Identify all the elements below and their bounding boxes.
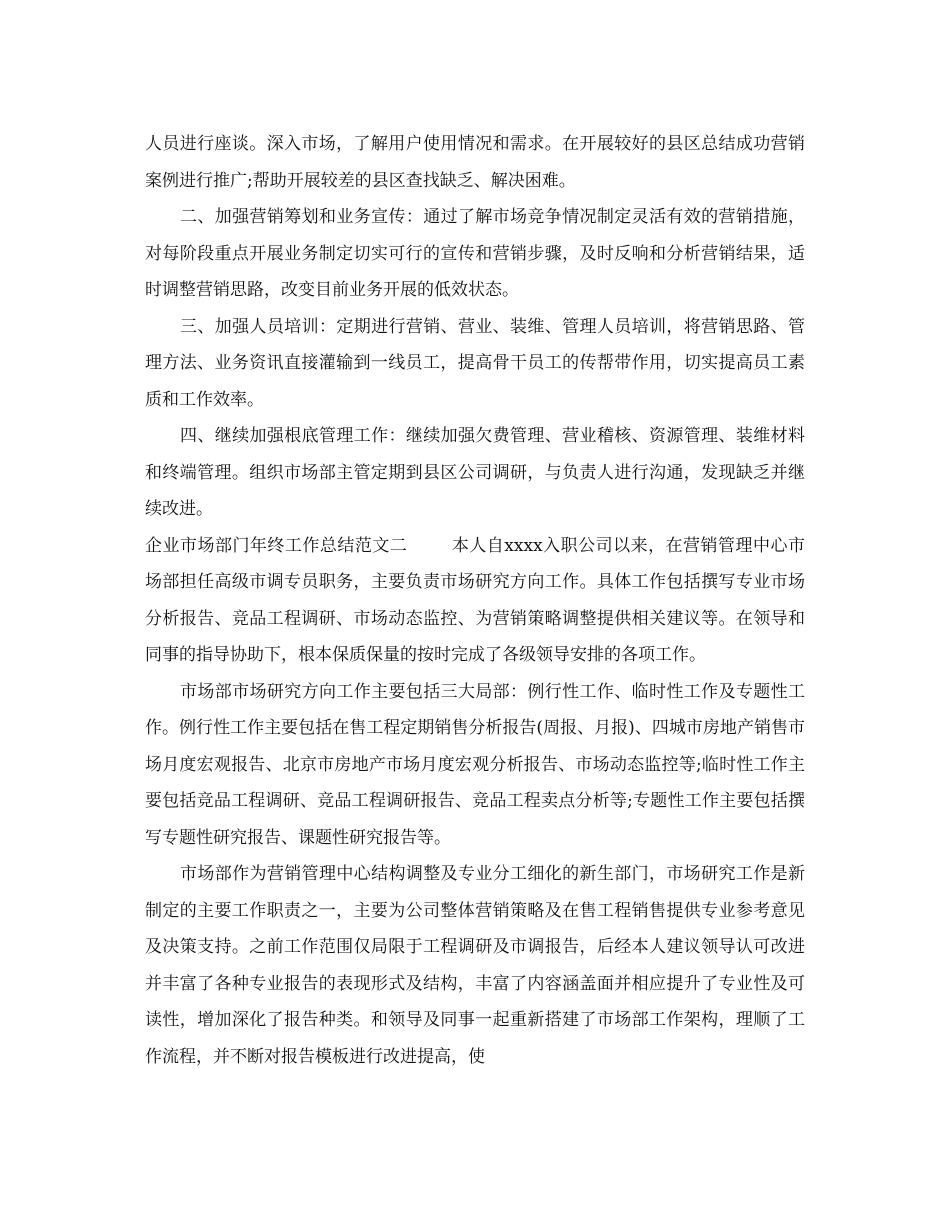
paragraph-1: 人员进行座谈。深入市场，了解用户使用情况和需求。在开展较好的县区总结成功营销案例进行推广;帮助开展较差的县区查找缺乏、解决困难。	[145, 134, 805, 191]
paragraph-7: 市场部作为营销管理中心结构调整及专业分工细化的新生部门，市场研究工作是新制定的主要工作职责之一，主要为公司整体营销策略及在售工程销售提供专业参考意见及决策支持。之前工作范围仅局限于工程调研及市调报告，后经本人建议领导认可改进并丰富了各种专业报告的表现形式及结构，丰富了内容涵盖面并相应提升了专业性及可读性，增加深化了报告种类。和领导及同事一起重新搭建了市场部工作架构，理顺了工作流程，并不断对报告模板进行改进提高，使	[145, 864, 805, 1067]
paragraph-6: 市场部市场研究方向工作主要包括三大局部：例行性工作、临时性工作及专题性工作。例行性工作主要包括在售工程定期销售分析报告(周报、月报)、四城市房地产销售市场月度宏观报告、北京市房地产市场月度宏观分析报告、市场动态监控等;临时性工作主要包括竞品工程调研、竞品工程调研报告、竞品工程卖点分析等;专题性工作主要包括撰写专题性研究报告、课题性研究报告等。	[145, 681, 805, 848]
section-paragraph	[145, 528, 805, 674]
paragraph-2: 二、加强营销筹划和业务宣传：通过了解市场竞争情况制定灵活有效的营销措施，对每阶段重点开展业务制定切实可行的宣传和营销步骤，及时反响和分析营销结果，适时调整营销思路，改变目前业务开展的低效状态。	[145, 207, 805, 300]
document-body	[145, 126, 805, 1075]
section-first-paragraph: 本人自xxxx入职公司以来，在营销管理中心市场部担任高级市调专员职务，主要负责市场研究方向工作。具体工作包括撰写专业市场分析报告、竞品工程调研、市场动态监控、为营销策略调整提供相关建议等。在领导和同事的指导协助下，根本保质保量的按时完成了各级领导安排的各项工作。	[145, 535, 805, 665]
section-title: 企业市场部门年终工作总结范文二	[145, 535, 408, 556]
paragraph-4: 四、继续加强根底管理工作：继续加强欠费管理、营业稽核、资源管理、装维材料和终端管理。组织市场部主管定期到县区公司调研，与负责人进行沟通，发现缺乏并继续改进。	[145, 426, 805, 519]
paragraph-3: 三、加强人员培训：定期进行营销、营业、装维、管理人员培训，将营销思路、管理方法、业务资讯直接灌输到一线员工，提高骨干员工的传帮带作用，切实提高员工素质和工作效率。	[145, 316, 805, 410]
